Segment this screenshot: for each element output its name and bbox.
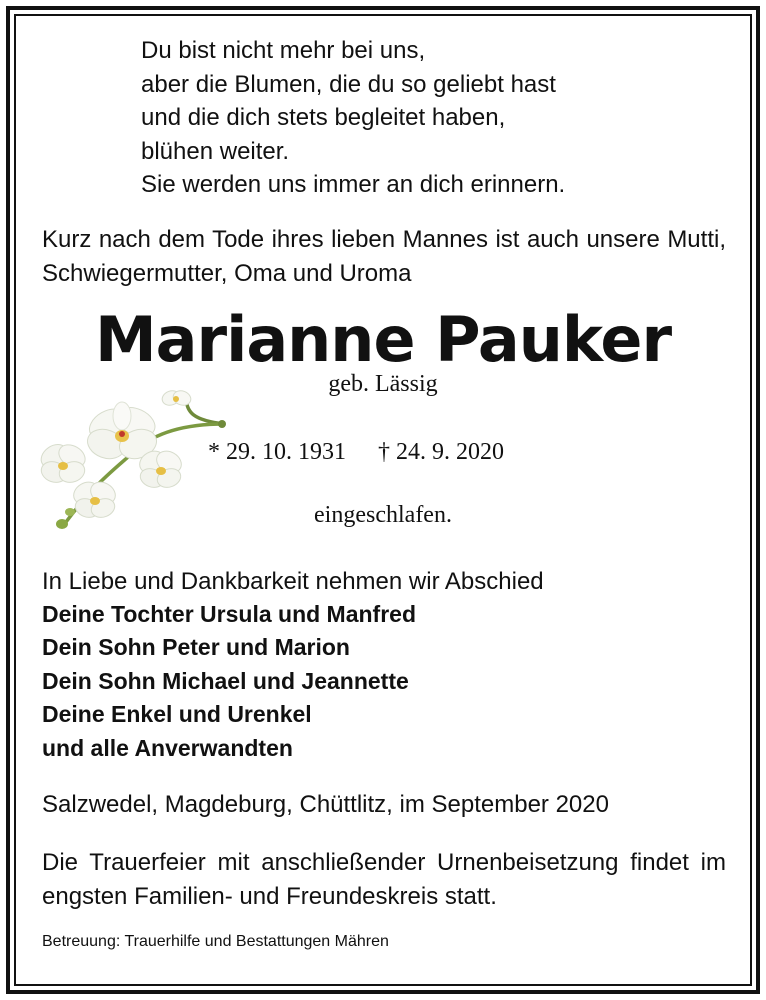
care-note: Betreuung: Trauerhilfe und Bestattungen Mähren [42, 933, 389, 950]
family-member: Dein Sohn Michael und Jeannette [42, 667, 409, 694]
life-dates [208, 436, 504, 468]
poem-line: aber die Blumen, die du so geliebt hast [141, 70, 556, 98]
poem-line: Du bist nicht mehr bei uns, [141, 37, 426, 64]
family-member: Deine Enkel und Urenkel [42, 701, 312, 728]
maiden-name: geb. Lässig [328, 371, 438, 397]
poem-line: Sie werden uns immer an dich erinnern. [141, 171, 566, 198]
deceased-name: Marianne Pauker [94, 303, 672, 376]
sleep-text: eingeschlafen. [314, 502, 452, 528]
death-date: † 24. 9. 2020 [378, 439, 504, 465]
place-date: Salzwedel, Magdeburg, Chüttlitz, im September 2020 [42, 791, 609, 818]
family-member: Deine Tochter Ursula und Manfred [42, 601, 417, 627]
poem-line: blühen weiter. [141, 137, 290, 165]
birth-date: * 29. 10. 1931 [208, 439, 346, 465]
family-member: Dein Sohn Peter und Marion [42, 634, 350, 661]
memorial-poem [141, 34, 565, 202]
ceremony-text: Die Trauerfeier mit anschließender Urnenbeisetzung findet im engsten Familien- und Freundeskreis statt. [42, 849, 726, 910]
poem-line: und die dich stets begleitet haben, [141, 104, 506, 131]
farewell-text: In Liebe und Dankbarkeit nehmen wir Abschied [42, 568, 544, 595]
intro-text: Kurz nach dem Tode ihres lieben Mannes ist auch unsere Mutti, Schwiegermutter, Oma und Uroma [42, 226, 726, 287]
family-list [42, 598, 416, 765]
family-member: und alle Anverwandten [42, 734, 293, 761]
